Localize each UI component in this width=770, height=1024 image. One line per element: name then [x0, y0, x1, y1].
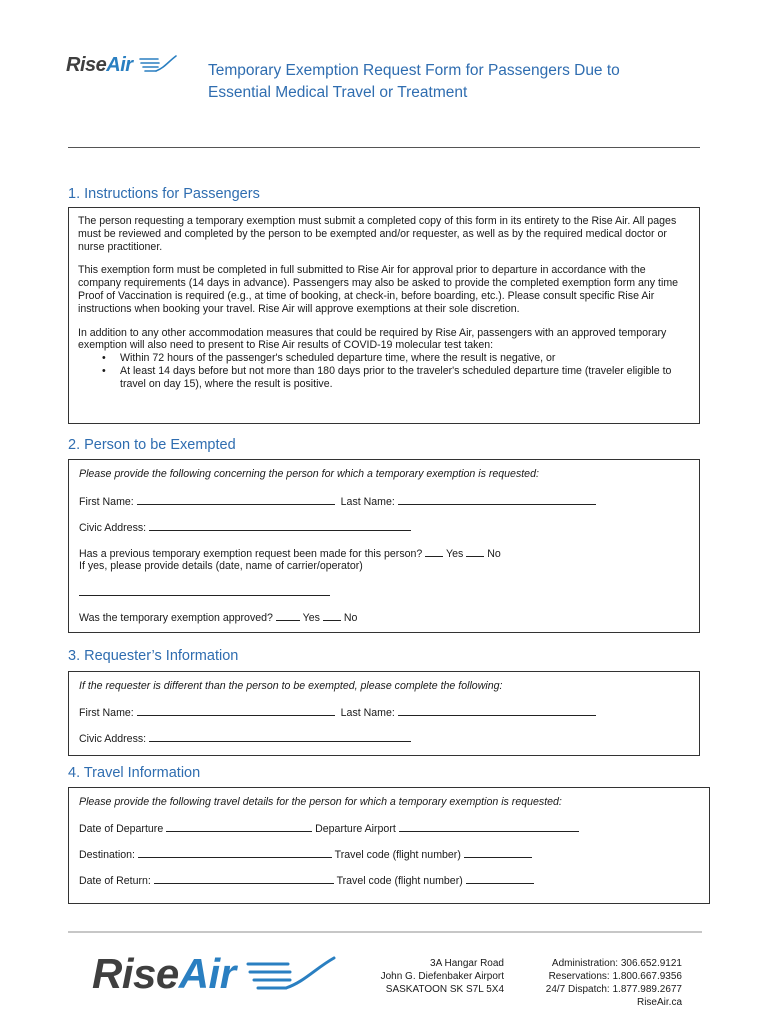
destination-row: [79, 848, 532, 861]
bird-wing-icon: [244, 954, 338, 1000]
previous-yes-field[interactable]: [425, 547, 443, 557]
previous-request-label: Has a previous temporary exemption request been made for this person?: [79, 548, 423, 560]
civic-address-field[interactable]: [149, 521, 411, 531]
requester-address-row: [79, 732, 411, 745]
approved-row: [79, 611, 357, 624]
details-field[interactable]: [79, 586, 330, 596]
requester-last-name-field[interactable]: [398, 706, 596, 716]
previous-no-label: No: [487, 548, 501, 560]
section-heading-requester: 3. Requester’s Information: [68, 648, 239, 664]
details-row: [79, 586, 330, 599]
footer-divider: [68, 931, 702, 933]
first-name-label: First Name:: [79, 496, 134, 508]
requester-first-name-label: First Name:: [79, 707, 134, 719]
address-line: John G. Diefenbaker Airport: [380, 971, 504, 982]
destination-field[interactable]: [138, 848, 332, 858]
test-requirements-list: [98, 352, 690, 390]
section-heading-instructions: 1. Instructions for Passengers: [68, 186, 260, 202]
travel-intro: Please provide the following travel details for the person for which a temporary exemption is requested:: [79, 796, 562, 808]
departure-airport-field[interactable]: [399, 822, 579, 832]
logo-wordmark: RiseAir: [66, 54, 133, 76]
approved-yes-label: Yes: [302, 612, 320, 624]
approved-no-field[interactable]: [323, 611, 341, 621]
requester-box: [68, 671, 700, 756]
address-line: 3A Hangar Road: [430, 958, 504, 969]
administration-phone: Administration: 306.652.9121: [551, 958, 682, 969]
approved-label: Was the temporary exemption approved?: [79, 612, 273, 624]
approved-no-label: No: [343, 612, 358, 624]
footer-contact: [536, 957, 682, 1009]
section-heading-person: 2. Person to be Exempted: [68, 437, 236, 453]
last-name-label: Last Name:: [340, 496, 395, 508]
requester-civic-address-label: Civic Address:: [79, 733, 147, 745]
date-of-departure-label: Date of Departure: [79, 823, 164, 835]
list-item: • At least 14 days before but not more than 180 days prior to the traveler's scheduled departure time (traveler eligible to travel on day 15), where the result is positive.: [98, 365, 690, 391]
departure-row: [79, 822, 579, 835]
travel-box: [68, 787, 710, 904]
date-of-return-field[interactable]: [154, 874, 334, 884]
instructions-box: [68, 207, 700, 424]
previous-no-field[interactable]: [466, 547, 484, 557]
requester-last-name-label: Last Name:: [340, 707, 395, 719]
rise-air-logo-footer: [92, 950, 342, 1005]
requester-name-row: [79, 706, 596, 719]
person-name-row: [79, 495, 596, 508]
previous-yes-label: Yes: [446, 548, 464, 560]
travel-code-field-1[interactable]: [464, 848, 532, 858]
website-link[interactable]: RiseAir.ca: [636, 997, 682, 1008]
section-heading-travel: 4. Travel Information: [68, 765, 201, 781]
instructions-paragraph-2: This exemption form must be completed in full submitted to Rise Air for approval prior to departure in accordance with the company requirements (14 days in advance). Passengers may also be asked to provide the completed exemption form any time Proof of Vaccination is required (e.g., at time of booking, at check-in, before boarding, etc.). Please consult specific Rise Air instructions when booking your travel. Rise Air will approve exemptions at their sole discretion.: [78, 264, 679, 315]
header-divider: [68, 147, 700, 148]
person-intro: Please provide the following concerning the person for which a temporary exemption is requested:: [79, 468, 539, 480]
civic-address-label: Civic Address:: [79, 522, 147, 534]
requester-civic-address-field[interactable]: [149, 732, 411, 742]
reservations-phone: Reservations: 1.800.667.9356: [548, 971, 682, 982]
first-name-field[interactable]: [137, 495, 335, 505]
rise-air-logo-header: [66, 52, 181, 80]
destination-label: Destination:: [79, 849, 135, 861]
date-of-return-label: Date of Return:: [79, 875, 151, 887]
requester-intro: If the requester is different than the person to be exempted, please complete the following:: [79, 680, 503, 692]
details-label: If yes, please provide details (date, name of carrier/operator): [79, 560, 363, 572]
logo-wordmark: RiseAir: [92, 950, 236, 997]
bird-wing-icon: [138, 54, 178, 76]
list-item: • Within 72 hours of the passenger's scheduled departure time, where the result is negative, or: [98, 352, 690, 365]
last-name-field[interactable]: [398, 495, 596, 505]
instructions-paragraph-1: The person requesting a temporary exemption must submit a completed copy of this form in its entirety to the Rise Air. All pages must be reviewed and completed by the person to be exempted and/or requester, as well as by the required medical doctor or nurse practitioner.: [78, 215, 677, 253]
form-title-line-1: Temporary Exemption Request Form for Passengers Due to: [208, 62, 620, 79]
form-title-line-2: Essential Medical Travel or Treatment: [208, 84, 468, 101]
instructions-paragraph-3: In addition to any other accommodation measures that could be required by Rise Air, passengers with an approved temporary exemption will also need to present to Rise Air results of COVID-19 molecular test taken:: [78, 326, 667, 352]
address-line: SASKATOON SK S7L 5X4: [385, 984, 504, 995]
travel-code-label-1: Travel code (flight number): [334, 849, 461, 861]
travel-code-field-2[interactable]: [466, 874, 534, 884]
person-box: [68, 459, 700, 633]
footer-address: [368, 957, 504, 996]
date-of-departure-field[interactable]: [166, 822, 312, 832]
departure-airport-label: Departure Airport: [315, 823, 396, 835]
requester-first-name-field[interactable]: [137, 706, 335, 716]
return-row: [79, 874, 534, 887]
travel-code-label-2: Travel code (flight number): [336, 875, 463, 887]
previous-request-row: [79, 547, 501, 560]
approved-yes-field[interactable]: [276, 611, 300, 621]
person-address-row: [79, 521, 411, 534]
form-title: [208, 60, 688, 104]
dispatch-phone: 24/7 Dispatch: 1.877.989.2677: [545, 984, 682, 995]
